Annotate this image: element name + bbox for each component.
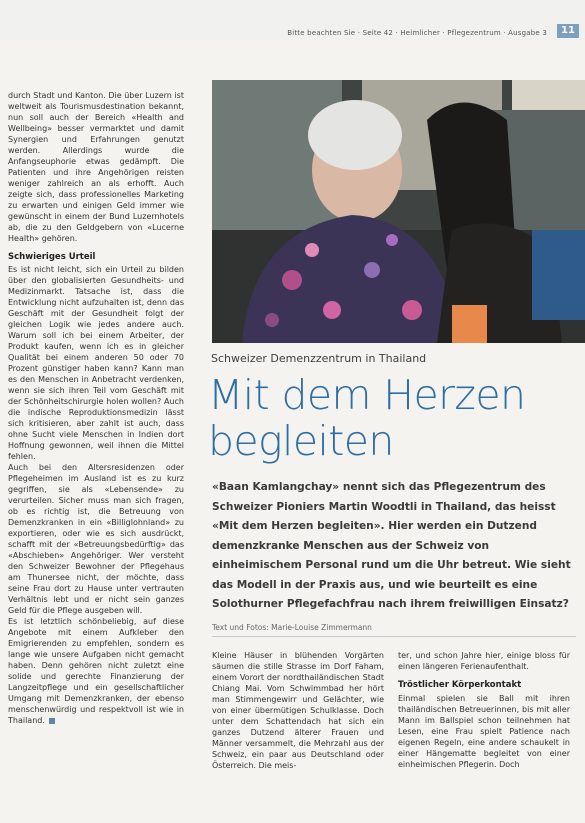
left-paragraph-1: durch Stadt und Kanton. Die über Luzern ist weltweit als Tourismusdestination bekannt, nun soll auch der Bereich «Health and Wellbeing» besser vermarktet und damit Synergien und Erfahrungen genutzt werden. Allerdings wurde die Anfangseuphorie etwas gedämpft. Die Patienten und ihre Angehörigen reisten weniger zahlreich an als erhofft. Auch zeigte sich, dass professionelles Marketing zu erwarten und einigen Geld immer wie gewünscht in einem der Bund Luzernhotels ab, die zu den Geldgebern von «Lucerne Health» gehören. — [8, 91, 184, 243]
article-column-3 — [398, 650, 570, 810]
divider — [212, 636, 576, 637]
left-paragraph-4 — [8, 616, 184, 726]
article-column-2 — [212, 650, 384, 810]
end-mark-icon — [49, 718, 55, 724]
col2-paragraph: Kleine Häuser in blühenden Vorgärten säumen die stille Strasse im Dorf Faham, einem Vorort der nordthailändischen Stadt Chiang Mai. Vom Schwimmbad her hört man Stimmengewirr und Gelächter, wie von einer übermütigen Schulklasse. Doch unter dem Schattendach hat sich ein ganzes Dutzend älterer Frauen und Männer versammelt, die Mehrzahl aus der Schweiz, ein paar aus Deutschland oder Österreich. Die meis- — [212, 651, 384, 770]
left-column — [8, 90, 184, 790]
photo-illustration — [212, 80, 585, 343]
article-photo — [212, 80, 585, 343]
col3-paragraph-1: ter, und schon Jahre hier, einige bloss für einen längeren Ferienaufenthalt. — [398, 651, 570, 671]
left-paragraph-4-text: Es ist letztlich schönbeliebig, auf diese Angebote mit einem Aufkleber den Emigrierenden zu empfehlen, sondern es lange wie unsere Aufgaben nicht gemacht haben. Denn gehören nicht zuletzt eine solide und gerechte Finanzierung der Langzeitpflege und ein gesellschaftlicher Umgang mit Demenzkranken, der ebenso menschenwürdig und respektvoll ist wie in Thailand. — [8, 617, 184, 725]
page-number: 11 — [557, 24, 579, 38]
article-kicker: Schweizer Demenzzentrum in Thailand — [211, 352, 427, 365]
running-header — [0, 0, 585, 40]
subhead-schwieriges-urteil: Schwieriges Urteil — [8, 252, 96, 262]
header-text: Bitte beachten Sie · Seite 42 · Heimlicher · Pflegezentrum · Ausgabe 3 — [287, 29, 547, 37]
col3-paragraph-2: Einmal spielen sie Ball mit ihren thailändischen Betreuerinnen, bis mit aller Mann im Ballspiel schon teilnehmen hat Lesen, eine Frau spielt Patience nach eigenen Regeln, eine andere schaukelt in einer Hängematte begleitet von einer einheimischen Pflegerin. Doch — [398, 694, 570, 769]
article-byline: Text und Fotos: Marie-Louise Zimmermann — [212, 623, 372, 632]
subhead-troestlicher-koerperkontakt: Tröstlicher Körperkontakt — [398, 680, 522, 690]
left-paragraph-3: Auch bei den Altersresidenzen oder Pflegeheimen im Ausland ist es zu kurz gegriffen, sie als «Lebensende» zu verurteilen. Sicher muss man sich fragen, ob es richtig ist, die Betreuung von Demenzkranken in ein «Billiglohnland» zu exportieren, oder wie es sich ausdrückt, schafft mit der «Betreuungsbedürftig» das «Abschieben» Angehöriger. Wer versteht den Schweizer Bewohner der Pflegehaus am Thunersee nicht, der möchte, dass seine Frau dort zu Hause unter vertrauten Verhältnis lebt und er nicht sein ganzes Geld für die Pflege ausgeben will. — [8, 463, 184, 615]
left-paragraph-2: Es ist nicht leicht, sich ein Urteil zu bilden über den globalisierten Gesundheits- und Medizinmarkt. Tatsache ist, dass die Entwicklung nicht aufzuhalten ist, denn das Geschäft mit der Gesundheit folgt der gleichen Logik wie jedes andere auch. Warum soll ich bei einem Arbeiter, der Produkt kaufen, wenn ich es in gleicher Qualität bei einem anderen 50 oder 70 Prozent günstiger haben kann? Kann man es den Menschen in Anbetracht verdenken, wenn sie sich ihren Teil vom Geschäft mit der Schönheitschirurgie holen wollen? Auch die indische Reproduktionsmedizin lässt sich kritisieren, aber zahlt ist auch, dass ohne Sucht viele Menschen in Indien dort Hoffnung gewonnen, weil ihnen die Mittel fehlen. — [8, 265, 184, 461]
article-headline: Mit dem Herzen begleiten — [208, 371, 526, 465]
article-lead: «Baan Kamlangchay» nennt sich das Pflegezentrum des Schweizer Pioniers Martin Woodtli in Thailand, das heisst «Mit dem Herzen begleiten». Hier werden ein Dutzend demenzkranke Menschen aus der Schweiz von einheimischem Personal rund um die Uhr betreut. Wie sieht das Modell in der Praxis aus, und wie beurteilt es eine Solothurner Pflegefachfrau nach ihrem freiwilligen Einsatz? — [212, 481, 571, 610]
